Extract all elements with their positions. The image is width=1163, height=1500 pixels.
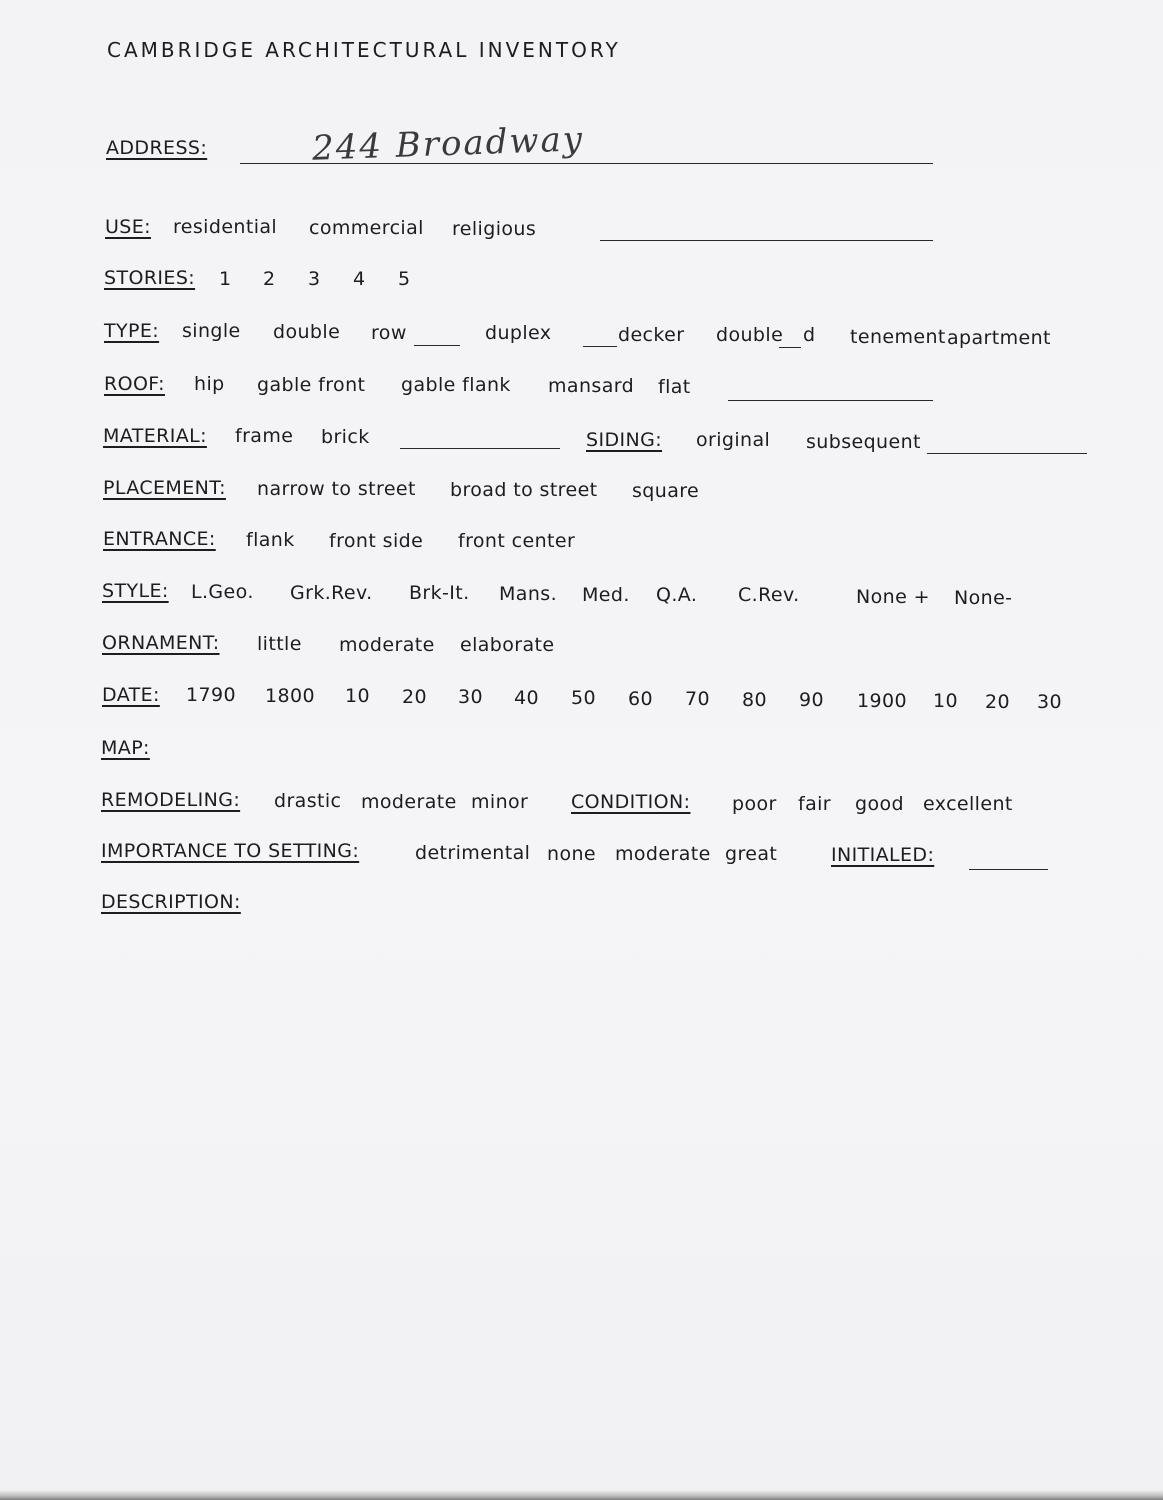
ornament-option-elaborate[interactable]: elaborate [460,634,555,656]
stories-option-1[interactable]: 1 [219,268,232,290]
use-option-residential[interactable]: residential [173,216,278,238]
importance-option-great[interactable]: great [725,843,778,865]
style-option-qa[interactable]: Q.A. [656,584,698,606]
style-label: STYLE: [102,580,169,602]
type-decker-blank[interactable] [583,346,617,347]
roof-option-gable-front[interactable]: gable front [257,374,366,396]
importance-option-moderate[interactable]: moderate [615,843,711,865]
use-other-line[interactable] [600,240,933,241]
address-label: ADDRESS: [106,137,208,159]
stories-option-5[interactable]: 5 [398,268,411,290]
siding-other-line[interactable] [927,453,1087,454]
date-option-1850[interactable]: 50 [571,687,596,709]
date-option-1830[interactable]: 30 [458,686,483,708]
date-option-1930[interactable]: 30 [1037,691,1062,713]
placement-option-narrow[interactable]: narrow to street [257,478,416,500]
style-option-crev[interactable]: C.Rev. [738,584,800,606]
form-title: CAMBRIDGE ARCHITECTURAL INVENTORY [107,38,621,62]
type-option-single[interactable]: single [182,320,241,342]
siding-option-subsequent[interactable]: subsequent [806,431,921,453]
stories-option-4[interactable]: 4 [353,268,366,290]
material-option-frame[interactable]: frame [235,425,294,447]
importance-option-none[interactable]: none [547,843,596,865]
roof-option-gable-flank[interactable]: gable flank [401,374,511,396]
roof-label: ROOF: [104,373,165,395]
date-option-1820[interactable]: 20 [402,686,427,708]
type-option-duplex[interactable]: duplex [485,322,552,344]
remodeling-option-drastic[interactable]: drastic [274,790,342,812]
style-option-mans[interactable]: Mans. [499,583,558,605]
date-option-1790[interactable]: 1790 [186,684,236,706]
type-option-row[interactable]: row [371,322,407,344]
type-option-apartment[interactable]: apartment [947,327,1051,349]
importance-label: IMPORTANCE TO SETTING: [101,840,360,862]
condition-option-fair[interactable]: fair [798,793,832,815]
type-option-d[interactable]: d [803,324,816,346]
siding-label: SIDING: [586,429,663,451]
style-option-lgeo[interactable]: L.Geo. [191,581,254,603]
use-option-religious[interactable]: religious [452,218,537,240]
date-option-1870[interactable]: 70 [685,688,710,710]
siding-option-original[interactable]: original [696,429,771,451]
page-bottom-edge [0,1490,1163,1500]
material-other-line[interactable] [400,448,560,449]
entrance-option-flank[interactable]: flank [246,529,295,551]
entrance-option-front-side[interactable]: front side [329,530,424,552]
style-option-brkit[interactable]: Brk-It. [409,582,470,604]
condition-option-good[interactable]: good [855,793,904,815]
date-option-1890[interactable]: 90 [799,689,824,711]
stories-option-3[interactable]: 3 [308,268,321,290]
use-option-commercial[interactable]: commercial [309,217,424,239]
map-label: MAP: [101,737,150,759]
date-option-1880[interactable]: 80 [742,689,767,711]
date-label: DATE: [102,684,160,706]
date-option-1900[interactable]: 1900 [857,690,907,712]
condition-label: CONDITION: [571,791,691,813]
roof-other-line[interactable] [728,400,933,401]
type-option-double[interactable]: double [273,321,341,343]
type-option-decker[interactable]: decker [618,324,685,346]
entrance-option-front-center[interactable]: front center [458,530,576,552]
condition-option-excellent[interactable]: excellent [923,793,1013,815]
placement-option-broad[interactable]: broad to street [450,479,598,501]
date-option-1810[interactable]: 10 [345,685,370,707]
remodeling-option-moderate[interactable]: moderate [361,791,457,813]
initialed-line[interactable] [969,869,1048,870]
style-option-none-minus[interactable]: None- [954,587,1013,609]
style-option-grkrev[interactable]: Grk.Rev. [290,582,373,604]
remodeling-option-minor[interactable]: minor [471,791,529,813]
type-option-tenement[interactable]: tenement [850,326,946,348]
placement-label: PLACEMENT: [103,477,226,499]
stories-option-2[interactable]: 2 [263,268,276,290]
entrance-label: ENTRANCE: [103,528,216,550]
stories-label: STORIES: [104,267,196,289]
address-handwritten-value[interactable]: 244 Broadway [311,119,585,169]
type-double-decker-blank[interactable] [779,347,801,348]
date-option-1920[interactable]: 20 [985,691,1010,713]
date-option-1910[interactable]: 10 [933,690,958,712]
roof-option-hip[interactable]: hip [194,373,225,395]
description-label: DESCRIPTION: [101,891,241,913]
roof-option-flat[interactable]: flat [658,376,691,398]
importance-option-detrimental[interactable]: detrimental [415,842,531,864]
roof-option-mansard[interactable]: mansard [548,375,635,397]
placement-option-square[interactable]: square [632,480,700,502]
ornament-label: ORNAMENT: [102,632,220,654]
use-label: USE: [105,216,151,238]
material-option-brick[interactable]: brick [321,426,370,448]
date-option-1800[interactable]: 1800 [265,685,315,707]
date-option-1840[interactable]: 40 [514,687,539,709]
condition-option-poor[interactable]: poor [732,793,777,815]
ornament-option-little[interactable]: little [257,633,302,655]
initialed-label: INITIALED: [831,844,935,866]
date-option-1860[interactable]: 60 [628,688,653,710]
style-option-none-plus[interactable]: None + [856,586,930,608]
ornament-option-moderate[interactable]: moderate [339,634,435,656]
type-label: TYPE: [104,320,160,342]
material-label: MATERIAL: [103,425,207,447]
type-option-double-decker[interactable]: double [716,324,784,346]
remodeling-label: REMODELING: [101,789,241,811]
style-option-med[interactable]: Med. [582,584,630,606]
type-row-blank[interactable] [414,345,460,346]
